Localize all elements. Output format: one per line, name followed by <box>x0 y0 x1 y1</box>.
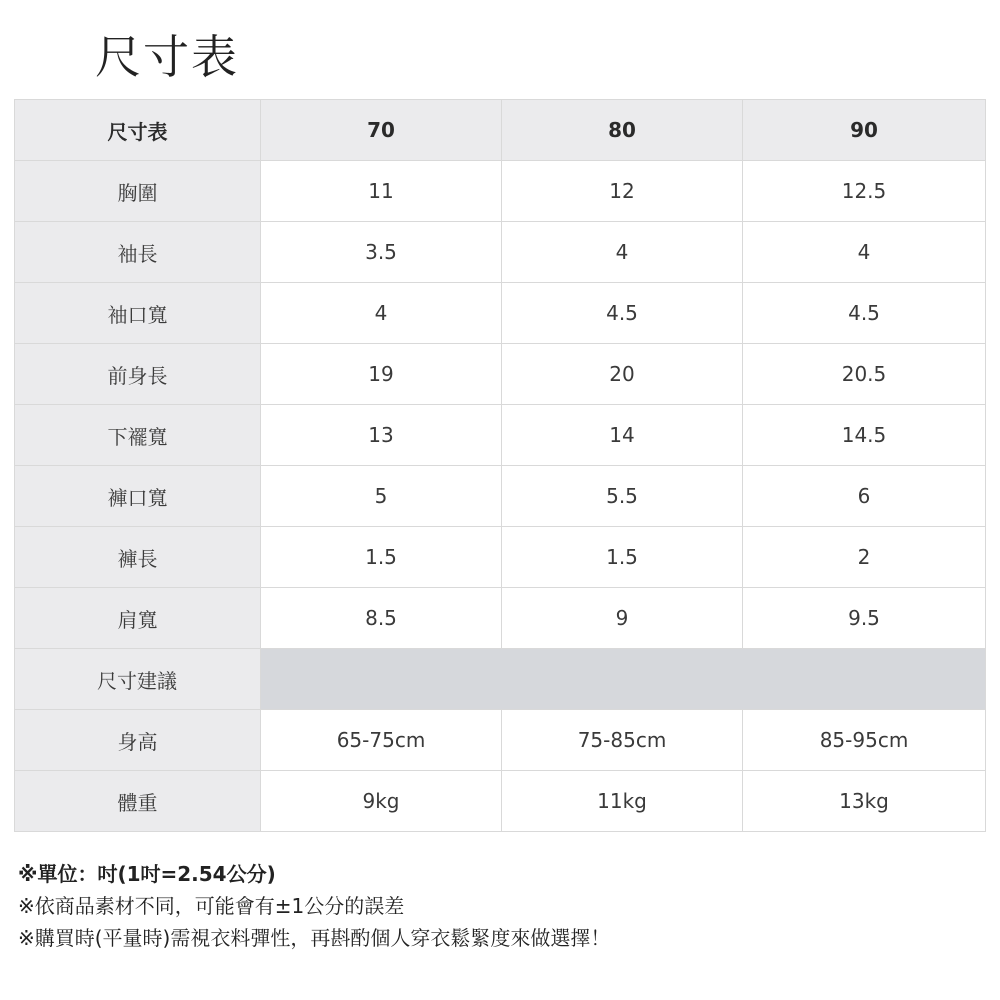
note-fit-advice: ※購買時(平量時)需視衣料彈性，再斟酌個人穿衣鬆緊度來做選擇！ <box>18 926 611 950</box>
header-cell-size-70: 70 <box>261 100 502 161</box>
table-row <box>15 405 986 466</box>
section-label: 尺寸建議 <box>15 649 261 710</box>
table-cell: 11kg <box>502 771 743 832</box>
table-row <box>15 466 986 527</box>
section-header-row <box>15 649 986 710</box>
table-cell: 6 <box>743 466 986 527</box>
table-cell: 85-95cm <box>743 710 986 771</box>
table-cell: 19 <box>261 344 502 405</box>
table-cell: 5.5 <box>502 466 743 527</box>
table-cell: 14 <box>502 405 743 466</box>
table-row <box>15 344 986 405</box>
table-row <box>15 527 986 588</box>
table-cell: 75-85cm <box>502 710 743 771</box>
table-cell: 3.5 <box>261 222 502 283</box>
table-row <box>15 771 986 832</box>
table-cell: 12.5 <box>743 161 986 222</box>
table-cell: 11 <box>261 161 502 222</box>
row-label: 褲長 <box>15 527 261 588</box>
row-label: 下襬寬 <box>15 405 261 466</box>
table-cell: 13 <box>261 405 502 466</box>
table-cell: 20 <box>502 344 743 405</box>
table-cell: 9kg <box>261 771 502 832</box>
table-cell: 4 <box>743 222 986 283</box>
row-label: 袖口寬 <box>15 283 261 344</box>
table-cell: 1.5 <box>502 527 743 588</box>
table-cell: 9.5 <box>743 588 986 649</box>
row-label: 體重 <box>15 771 261 832</box>
size-table <box>14 99 986 832</box>
page-title: 尺寸表 <box>95 30 239 84</box>
table-cell: 20.5 <box>743 344 986 405</box>
table-cell: 4.5 <box>502 283 743 344</box>
row-label: 袖長 <box>15 222 261 283</box>
section-fill <box>261 649 986 710</box>
table-row <box>15 222 986 283</box>
header-cell-label: 尺寸表 <box>15 100 261 161</box>
row-label: 前身長 <box>15 344 261 405</box>
row-label: 身高 <box>15 710 261 771</box>
table-header-row <box>15 100 986 161</box>
table-cell: 12 <box>502 161 743 222</box>
table-cell: 4 <box>261 283 502 344</box>
table-cell: 1.5 <box>261 527 502 588</box>
note-unit: ※單位：吋(1吋=2.54公分) <box>18 862 276 886</box>
table-cell: 65-75cm <box>261 710 502 771</box>
table-cell: 4.5 <box>743 283 986 344</box>
note-tolerance: ※依商品素材不同，可能會有±1公分的誤差 <box>18 894 405 918</box>
notes <box>18 858 978 954</box>
table-cell: 2 <box>743 527 986 588</box>
header-cell-size-80: 80 <box>502 100 743 161</box>
table-cell: 5 <box>261 466 502 527</box>
table-cell: 9 <box>502 588 743 649</box>
table-row <box>15 588 986 649</box>
table-cell: 4 <box>502 222 743 283</box>
table-row <box>15 283 986 344</box>
table-cell: 14.5 <box>743 405 986 466</box>
row-label: 胸圍 <box>15 161 261 222</box>
header-cell-size-90: 90 <box>743 100 986 161</box>
table-row <box>15 710 986 771</box>
row-label: 褲口寬 <box>15 466 261 527</box>
table-row <box>15 161 986 222</box>
table-cell: 8.5 <box>261 588 502 649</box>
table-cell: 13kg <box>743 771 986 832</box>
row-label: 肩寬 <box>15 588 261 649</box>
